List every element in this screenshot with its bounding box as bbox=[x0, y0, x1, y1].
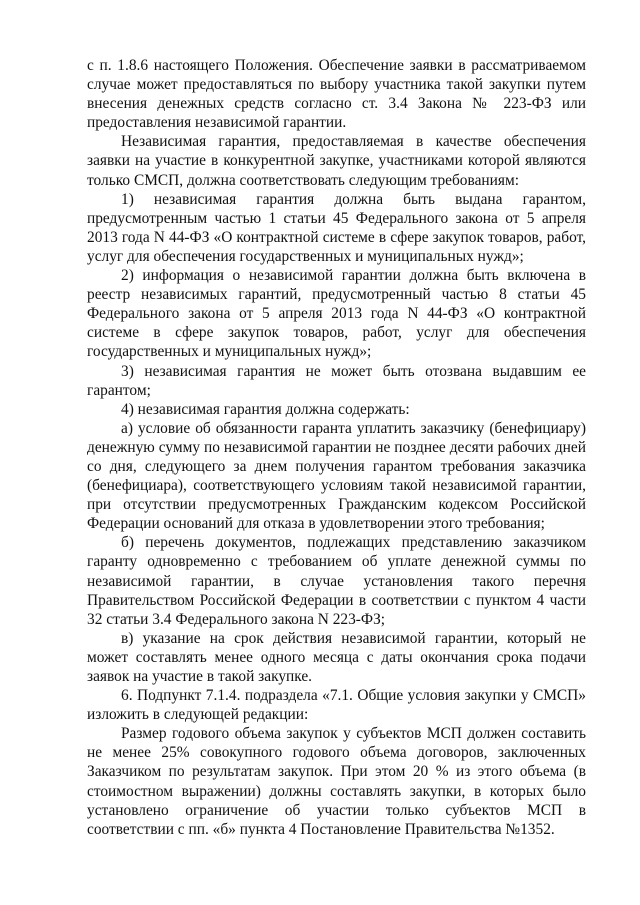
subitem-v: в) указание на срок действия независимой гарантии, который не может составлять менее одного месяца с даты окончания срока подачи заявок на участие в такой закупке. bbox=[87, 629, 586, 685]
requirement-item-2: 2) информация о независимой гарантии должна быть включена в реестр независимых гарантий, предусмотренный частью 8 статьи 45 Федерального закона от 5 апреля 2013 года N 44-ФЗ «О контрактной системе в сфере закупок товаров, работ, услуг для обеспечения государственных и муниципальных нужд»; bbox=[87, 267, 586, 361]
requirement-item-4: 4) независимая гарантия должна содержать: bbox=[121, 400, 410, 418]
paragraph-annual-volume: Размер годового объема закупок у субъектов МСП должен составить не менее 25% совокупного годового объема договоров, заключенных Заказчиком по результатам закупок. При этом 20 % из этого объема (в стоимостном выражении) должны составлять закупки, в которых было установлено ограничение об участии только субъектов МСП в соответствии с пп. «б» пункта 4 Постановление Правительства №1352. bbox=[87, 725, 586, 838]
paragraph-guarantee-intro: Независимая гарантия, предоставляемая в качестве обеспечения заявки на участие в конкурентной закупке, участниками которой являются только СМСП, должна соответствовать следующим требованиям: bbox=[87, 133, 586, 189]
requirement-item-3: 3) независимая гарантия не может быть отозвана выдавшим ее гарантом; bbox=[87, 362, 586, 399]
subitem-b: б) перечень документов, подлежащих представлению заказчиком гаранту одновременно с требованием об уплате денежной суммы по независимой гарантии, в случае установления такого перечня Правительством Российской Федерации в соответствии с пунктом 4 части 32 статьи 3.4 Федерального закона N 223-ФЗ; bbox=[87, 534, 586, 628]
paragraph-continuation: с п. 1.8.6 настоящего Положения. Обеспечение заявки в рассматриваемом случае может предоставляться по выбору участника такой закупки путем внесения денежных средств согласно ст. 3.4 Закона № 223-ФЗ или предоставления независимой гарантии. bbox=[87, 57, 586, 132]
section-6-heading: 6. Подпункт 7.1.4. подраздела «7.1. Общие условия закупки у СМСП» изложить в следующей редакции: bbox=[87, 687, 586, 724]
requirement-item-1: 1) независимая гарантия должна быть выдана гарантом, предусмотренным частью 1 статьи 45 Федерального закона от 5 апреля 2013 года N 44-ФЗ «О контрактной системе в сфере закупок товаров, работ, услуг для обеспечения государственных и муниципальных нужд»; bbox=[87, 190, 586, 265]
subitem-a: а) условие об обязанности гаранта уплатить заказчику (бенефициару) денежную сумму по независимой гарантии не позднее десяти рабочих дней со дня, следующего за днем получения гарантом требования заказчика (бенефициара), соответствующего условиям такой независимой гарантии, при отсутствии предусмотренных Гражданским кодексом Российской Федерации оснований для отказа в удовлетворении этого требования; bbox=[87, 419, 586, 533]
